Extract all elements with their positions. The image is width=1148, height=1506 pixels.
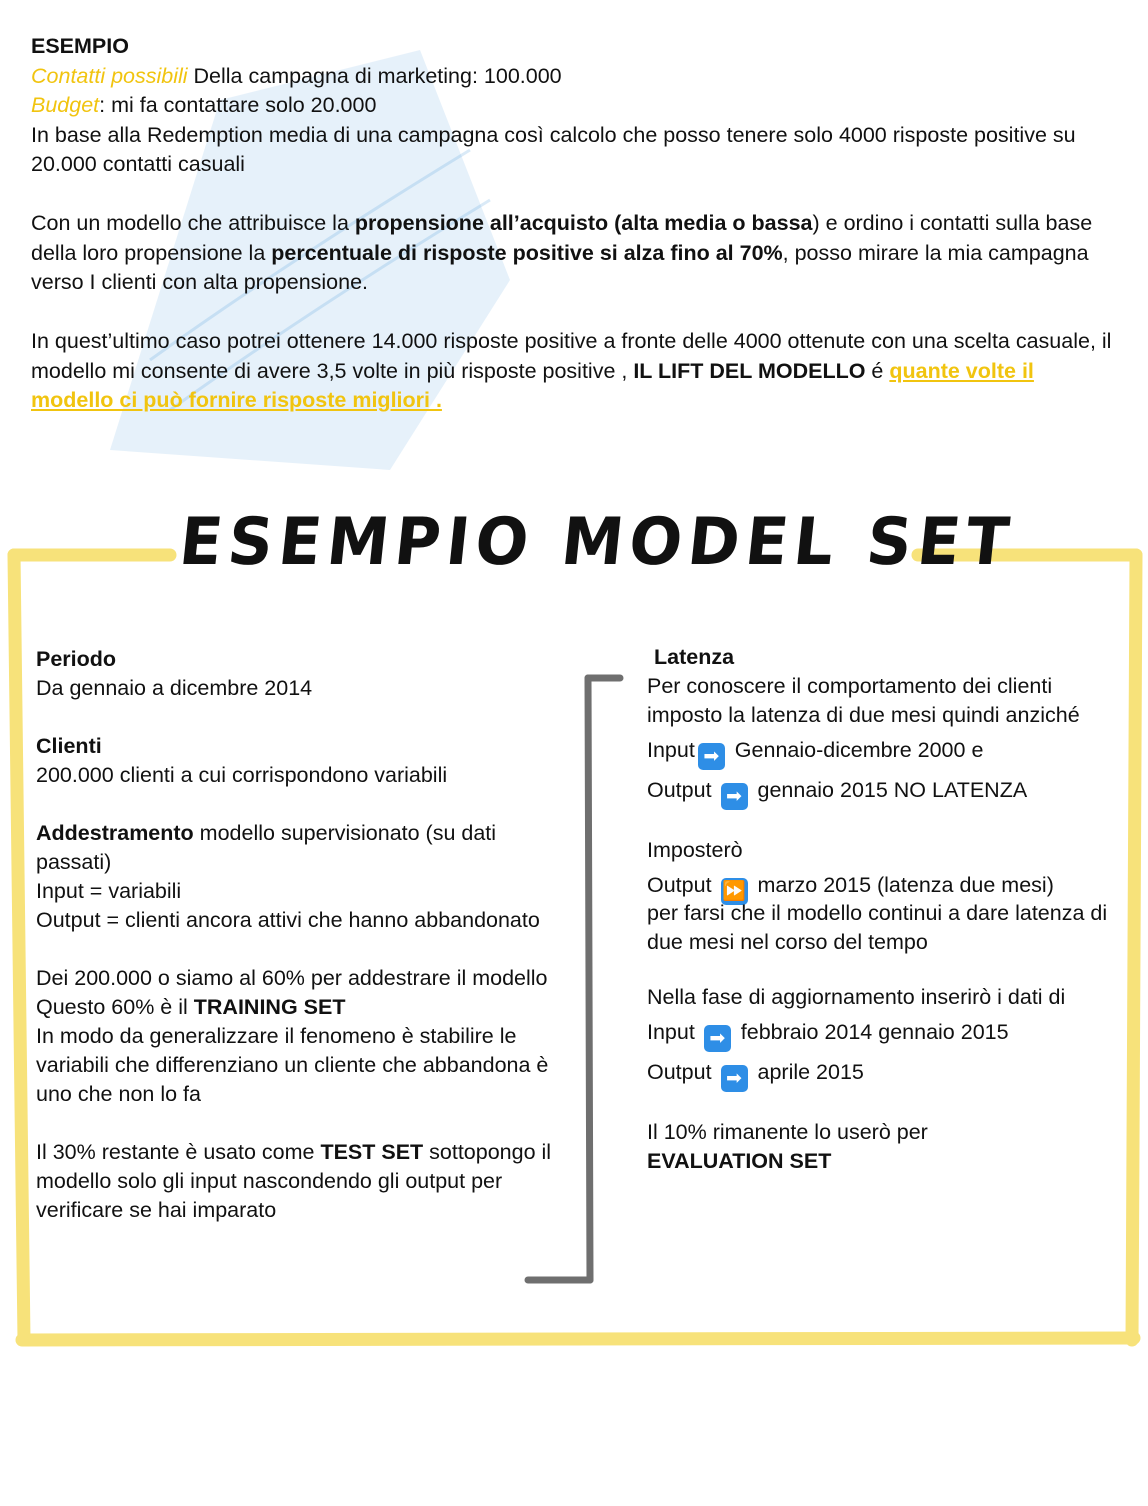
latenza-heading: Latenza [654,645,735,669]
arrow-right-icon: ➡ [704,1025,731,1052]
addestramento-block: Addestramento modello supervisionato (su dati passati) Input = variabili Output = clienti ancora attivi che hanno abbandonato [36,821,540,932]
evaluation-set-label: EVALUATION SET [647,1149,832,1173]
section-title: ESEMPIO MODEL SET [175,503,1019,580]
evaluation-text: Il 10% rimanente lo userò per [647,1120,928,1144]
fast-forward-icon: ⏩ [721,878,748,905]
right-column [647,643,1127,1176]
addestramento-heading: Addestramento [36,821,194,845]
intro-paragraph-2: Con un modello che attribuisce la propensione all’acquisto (alta media o bassa) e ordino i contatti sulla base della loro propensione la percentuale di risposte positive si alza fino al 70%, posso mirare la mia campagna verso I clienti con alta propensione. [31,211,1093,294]
periodo-heading: Periodo [36,647,117,671]
intro-paragraph-3: In quest’ultimo caso potrei ottenere 14.000 risposte positive a fronte delle 4000 ottenute con una scelta casuale, il modello mi consente di avere 3,5 volte in più risposte positive , IL LIFT DEL MODELLO é quante volte il modello ci può fornire risposte migliori . [31,329,1112,412]
clienti-heading: Clienti [36,734,102,758]
aggiornamento-text: Nella fase di aggiornamento inserirò i dati di [647,985,1066,1009]
input-row-3: Input ➡ febbraio 2014 gennaio 2015 [647,1012,1127,1052]
left-column [36,645,556,1254]
contatti-highlight: Contatti possibili [31,63,188,88]
lift-definition-link[interactable]: quante volte il modello ci può fornire risposte migliori . [31,358,1034,412]
test-set-label: TEST SET [320,1140,424,1164]
test-block: Il 30% restante è usato come TEST SET sottopongo il modello solo gli input nascondendo gli output per verificare se hai imparato [36,1140,552,1222]
output-row-2-continuation: per farsi che il modello continui a dare latenza di due mesi nel corso del tempo [647,901,1108,954]
arrow-right-icon: ➡ [698,743,725,770]
intro-line-3: In base alla Redemption media di una campagna così calcolo che posso tenere solo 4000 risposte positive su 20.000 contatti casuali [31,122,1076,176]
training-set-label: TRAINING SET [193,995,346,1019]
intro-title: ESEMPIO [31,34,129,58]
intro-section [31,32,1121,445]
clienti-block: Clienti 200.000 clienti a cui corrispondono variabili [36,734,448,787]
input-row-1: Input ➡ Gennaio-dicembre 2000 e [647,730,1127,770]
intro-line-2: Budget: mi fa contattare solo 20.000 [31,93,377,117]
intro-line-1: Contatti possibili Della campagna di marketing: 100.000 [31,63,562,88]
output-row-3: Output ➡ aprile 2015 [647,1052,1127,1092]
output-row-1: Output ➡ gennaio 2015 NO LATENZA [647,770,1127,810]
latenza-text: Per conoscere il comportamento dei clienti imposto la latenza di due mesi quindi anziché [647,674,1080,727]
output-row-2: Output ⏩ marzo 2015 (latenza due mesi) [647,865,1127,905]
impostero-label: Imposterò [647,838,743,862]
arrow-right-icon: ➡ [721,783,748,810]
periodo-block: Periodo Da gennaio a dicembre 2014 [36,647,313,700]
budget-highlight: Budget [31,93,100,117]
training-block: Dei 200.000 o siamo al 60% per addestrare il modello Questo 60% è il TRAINING SET In modo da generalizzare il fenomeno è stabilire le variabili che differenziano un cliente che abbandona è uno che non lo fa [36,966,549,1106]
arrow-right-icon: ➡ [721,1065,748,1092]
